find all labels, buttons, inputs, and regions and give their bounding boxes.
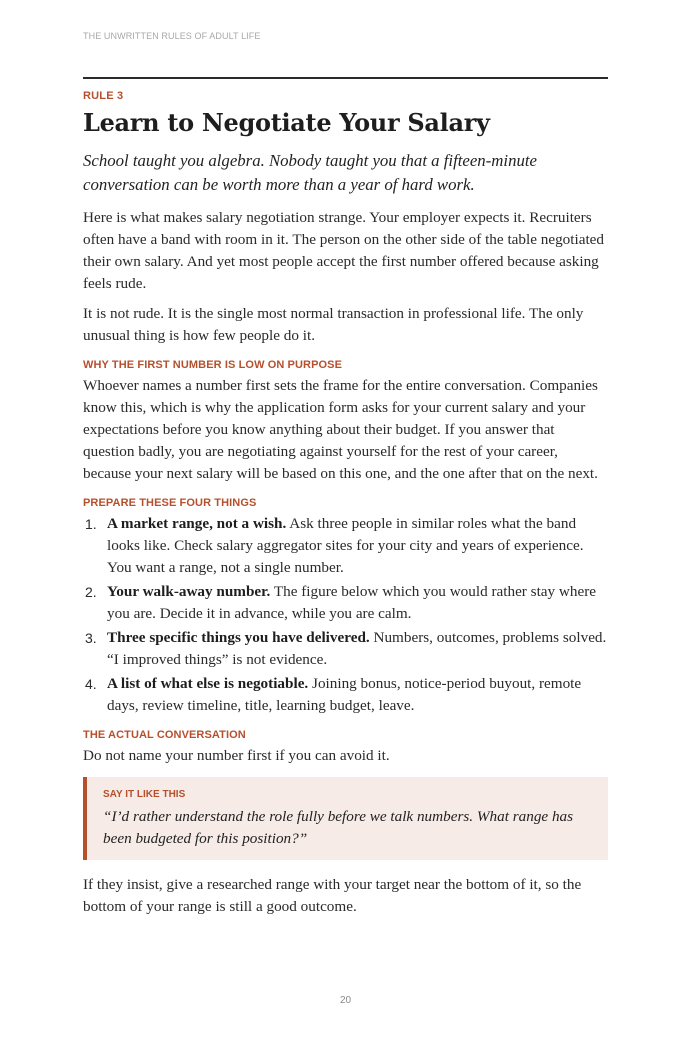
intro-paragraph-2: It is not rude. It is the single most normal transaction in professional life. The only unusual thing is how few people do it. (83, 304, 584, 344)
list-item (83, 627, 608, 671)
chapter-deck: School taught you algebra. Nobody taught you that a fifteen-minute conversation can be worth more than a year of hard work. (83, 150, 537, 194)
list-item-bold: A market range, not a wish. (107, 514, 287, 532)
section-heading-prepare: PREPARE THESE FOUR THINGS (83, 496, 257, 509)
list-item-text: Ask three people in similar roles what the band looks like. Check salary aggregator sites for your city and years of experience. You want a range, not a single number. (107, 514, 584, 576)
intro-paragraph-1: Here is what makes salary negotiation strange. Your employer expects it. Recruiters often have a band with room in it. The person on the other side of the table negotiated their own salary. And yet most people accept the first number offered because asking feels rude. (83, 208, 605, 292)
list-item (83, 673, 608, 717)
list-number: 1. (85, 515, 97, 532)
list-item-bold: Your walk-away number. (107, 582, 271, 600)
callout-label: SAY IT LIKE THIS (103, 788, 186, 800)
chapter-content (83, 90, 608, 926)
list-number: 2. (85, 583, 97, 600)
list-number: 3. (85, 629, 97, 646)
running-head: THE UNWRITTEN RULES OF ADULT LIFE (83, 31, 261, 41)
header-divider (83, 77, 608, 79)
list-item (83, 513, 608, 579)
section-conversation-text: Do not name your number first if you can avoid it. (83, 746, 390, 764)
list-item-text: Numbers, outcomes, problems solved. “I improved things” is not evidence. (107, 628, 607, 668)
say-it-callout (83, 777, 608, 860)
list-item-bold: Three specific things you have delivered. (107, 628, 370, 646)
list-item-text: Joining bonus, notice-period buyout, remote days, review timeline, title, learning budget, leave. (107, 674, 582, 714)
section-first-number-text: Whoever names a number first sets the frame for the entire conversation. Companies know this, which is why the application form asks for your current salary and your expectations before you know anything about their budget. If you answer that question badly, you are negotiating against yourself for the rest of your career, because your next salary will be based on this one, and the one after that on the next. (83, 376, 598, 482)
closing-paragraph: If they insist, give a researched range with your target near the bottom of it, so the bottom of your range is still a good outcome. (83, 875, 582, 915)
callout-quote: “I’d rather understand the role fully before we talk numbers. What range has been budgeted for this position?” (103, 807, 574, 847)
list-item-text: The figure below which you would rather stay where you are. Decide it in advance, while you are calm. (107, 582, 597, 622)
section-heading-conversation: THE ACTUAL CONVERSATION (83, 728, 246, 741)
list-number: 4. (85, 675, 97, 692)
section-heading-first-number: WHY THE FIRST NUMBER IS LOW ON PURPOSE (83, 358, 343, 371)
chapter-kicker: RULE 3 (83, 90, 124, 102)
prepare-list (83, 513, 608, 717)
list-item (83, 581, 608, 625)
chapter-title: Learn to Negotiate Your Salary (83, 108, 490, 137)
list-item-bold: A list of what else is negotiable. (107, 674, 309, 692)
page-number: 20 (339, 995, 352, 1006)
